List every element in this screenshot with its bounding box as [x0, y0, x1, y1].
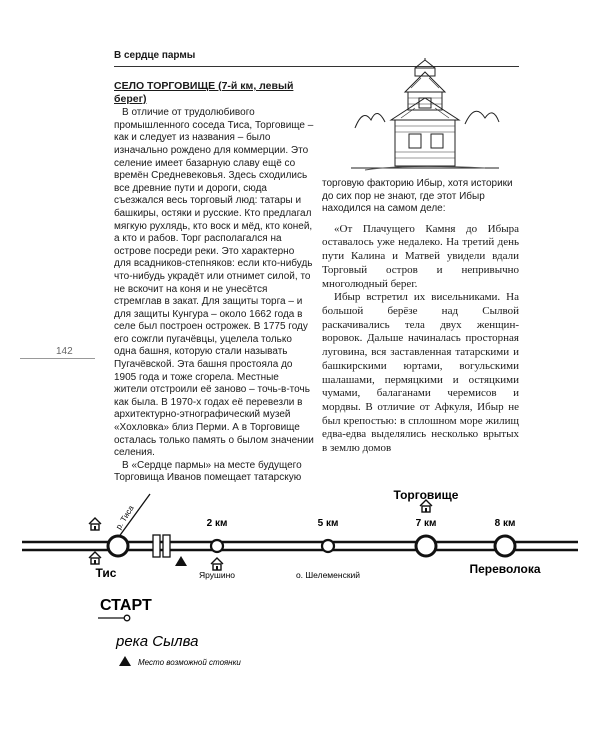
stop-km-label: 2 км [206, 518, 228, 529]
page-number: 142 [56, 346, 73, 357]
stop-km-label: 7 км [415, 518, 437, 529]
continuation-text: торговую факторию Ибыр, хотя историки до сих пор не знают, где этот Ибыр находился на самом деле: [322, 178, 513, 215]
bridge-mark [153, 535, 160, 557]
legend-triangle-icon [119, 656, 131, 666]
legend-text: Место возможной стоянки [138, 658, 241, 667]
stop-marker [211, 540, 223, 552]
paragraph: В «Сердце пармы» на месте будущего Торговища Иванов помещает татарскую [114, 459, 302, 484]
right-column [322, 178, 519, 456]
stop-name-label: Ярушино [198, 570, 236, 580]
left-column [114, 80, 314, 485]
stop-name-label: Торговище [393, 488, 459, 502]
route-map [0, 480, 600, 710]
stop-name-label: Тис [95, 566, 117, 580]
running-head: В сердце пармы [114, 50, 196, 61]
quote-paragraph: «От Плачущего Камня до Ибыра оставалось уже недалеко. На третий день пути Калина и Матвей увидели вдали Торговый остров и непривычно многолюдный берег. [322, 222, 519, 290]
house-icon [89, 518, 101, 530]
stops-group [89, 488, 541, 580]
paragraph: В отличие от трудолюбивого промышленного соседа Тиса, Торговище – как и следует из названия – было изначально рождено для коммерции. Это селение имеет базарную славу ещё со времён Средневековья. Здесь сходились все древние пути и дороги, сюда съезжался весь торговый люд: татары и башкиры, остяки и русские. Кто предлагал мягкую рухлядь, кто воск и мёд, кто коней, а кто и рабов. Торг располагался на острове посреди реки. Это характерно для всадников-степняков: если кто-нибудь что-нибудь украдёт или отнимет силой, то не вскочит на коня и не унесётся стремглав в закат. Для защиты торга – и для защиты Кунгура – около 1662 года в селе был построен острожек. В 1775 году его сожгли пугачёвцы, уцелела только одна башня, которую стали называть Пугачёвской. Эта башня простояла до 1905 года и тоже сгорела. Местные жители отстроили её заново – точь-в-точь как была. В 1970-х годах её перевезли в архитектурно-этнографический музей «Хохловка» близ Перми. А в Торговище осталась только память о былом значении селения. [114, 107, 314, 459]
section-title: СЕЛО ТОРГОВИЩЕ (7-й км, левый берег) [114, 80, 294, 105]
start-label: СТАРТ [100, 597, 152, 614]
start-arrow-head [124, 615, 130, 621]
stop-km-label: 8 км [494, 518, 516, 529]
bridge-mark [163, 535, 170, 557]
quote-paragraph: Ибыр встретил их висельниками. На большой берёзе над Сылвой раскачивались тела двух женщин-воровок. Дальше начиналась просторная луговина, вся заставленная татарскими и башкирскими юртами, вогульскими шалашами, пермяцкими и остяцкими чумами, балаганами черемисов и мордвы. В отличие от Афкуля, Ибыр не был крепостью: в сплошном море жилищ едва-едва выделялись несколько врытых в землю домов [322, 291, 519, 455]
house-icon [89, 552, 101, 564]
camp-triangle-icon [175, 556, 187, 566]
stop-marker [495, 536, 515, 556]
house-icon [211, 558, 223, 570]
tributary-label: р. Тиса [114, 503, 136, 532]
stop-km-label: 5 км [317, 518, 339, 529]
stop-name-label: о. Шелеменский [295, 570, 361, 580]
stop-name-label: Переволока [469, 562, 541, 576]
margin-tick [20, 358, 95, 359]
river-name: река Сылва [116, 633, 199, 650]
stop-marker [416, 536, 436, 556]
stop-marker [108, 536, 128, 556]
stop-marker [322, 540, 334, 552]
wooden-tower-illustration [345, 58, 505, 176]
